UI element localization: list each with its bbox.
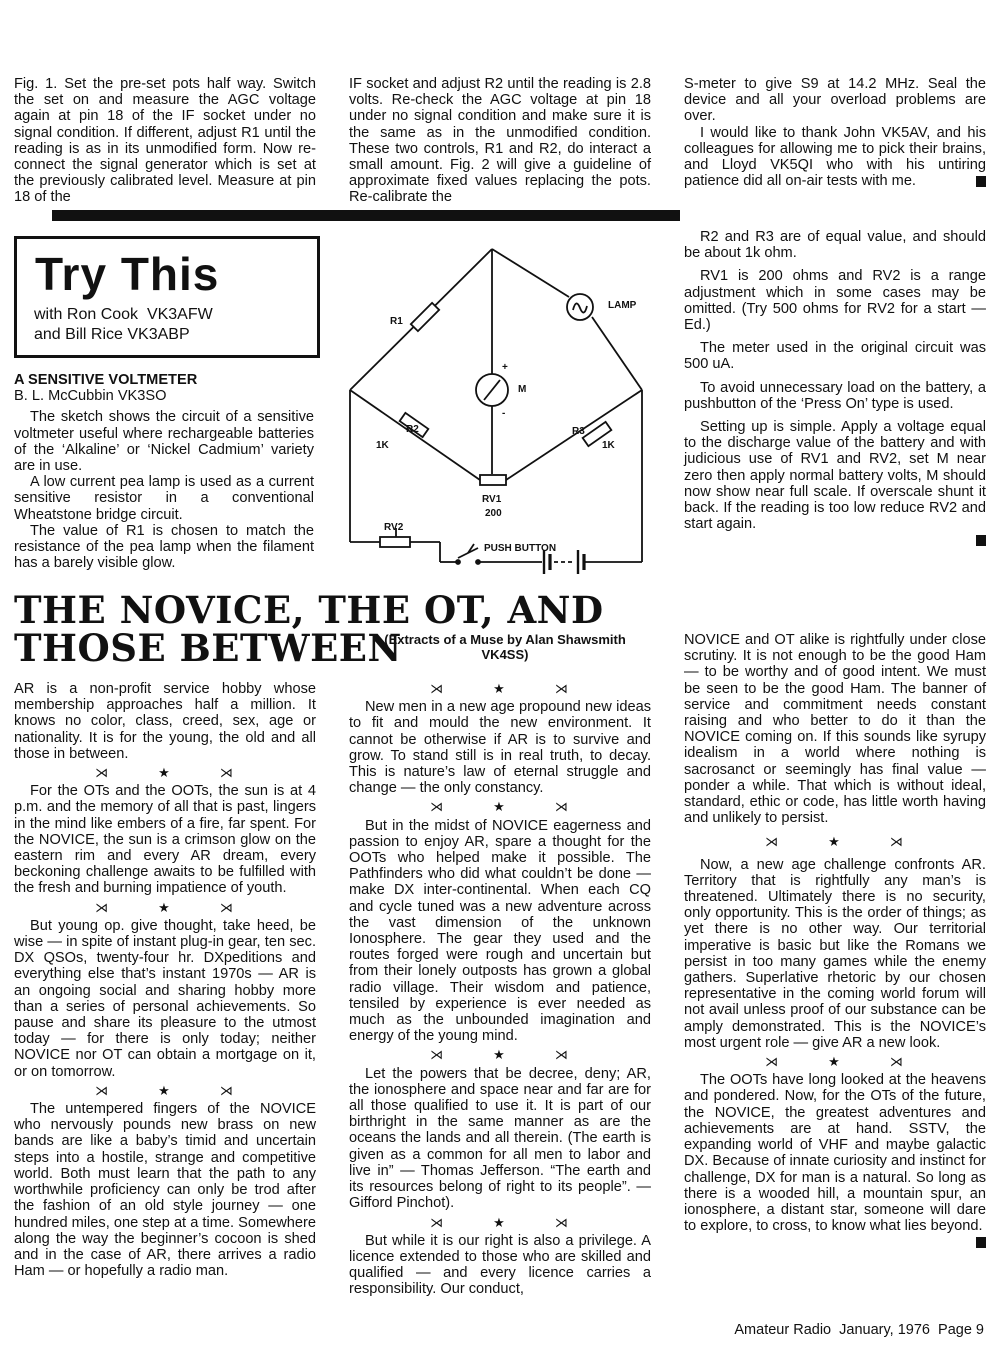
label-meter-minus: - (502, 408, 506, 419)
top-col3-para-2-text: I would like to thank John VK5AV, and his colleagues for allowing me to pick their brains, and Lloyd VK5QI who with his untiring patience did all on-air tests with me. (684, 124, 986, 190)
try-this-title: Try This (35, 248, 220, 300)
voltmeter-author: B. L. McCubbin VK3SO (14, 388, 167, 405)
novice-c1-para-4: The untempered fingers of the NOVICE who nervously pounds new brass on new bands are like a baby’s timid and uncertain steps into a hostile, strange and competitive world. Both must learn that the path to any worthwhile proficiency can only be trod after the fashion of an old style journey — one hundred miles, one step at a time. Somewhere along the way the beginner’s cocoon is shed and in the case of AR, there arrives a radio Ham — or hopefully a radio man. (14, 1101, 316, 1280)
wire-lamp-right (592, 317, 642, 390)
voltmeter-notes-column (684, 229, 986, 546)
novice-c2-para-3: Let the powers that be decree, deny; AR, the ionosphere and space near and far are for all those qualified to use it. It is part of our birthright in the same manner as are the oceans the lands and all therein. (The earth is given as a common for all men to labor and live in” — Thomas Jefferson. “The earth and its resources belong of right to its people”. — Gifford Pinchot). (349, 1065, 651, 1212)
wire-left-bottom (350, 390, 480, 480)
top-col3-para-2 (684, 125, 986, 190)
article-subhead: (Extracts of a Muse by Alan Shawsmith VK4SS) (384, 632, 626, 662)
label-rv1: RV1 (482, 494, 502, 505)
top-col3-para-1: S-meter to give S9 at 14.2 MHz. Seal the device and all your overload problems are over. (684, 76, 986, 125)
label-meter: M (518, 384, 527, 395)
end-mark (976, 176, 986, 187)
section-separator: ⋊ ★ ⋊ (765, 1054, 905, 1070)
section-separator: ⋊ ★ ⋊ (430, 1047, 570, 1063)
label-r2-value: 1K (376, 440, 389, 451)
potentiometer-rv2 (380, 537, 410, 547)
notes-para-3: The meter used in the original circuit was 500 uA. (684, 340, 986, 373)
try-this-byline (34, 305, 213, 345)
section-separator: ⋊ ★ ⋊ (95, 765, 235, 781)
novice-c2-para-1: New men in a new age propound new ideas to fit and mould the new environment. It cannot be otherwise if AR is to survive and grow. To stand still is in real truth, to decay. This is nature’s law of eternal struggle and change — the only constancy. (349, 699, 651, 797)
voltmeter-para-1: The sketch shows the circuit of a sensitive voltmeter useful where rechargeable batteries of the ‘Alkaline’ or ‘Nickel Cadmium’ variety are in use. (14, 409, 314, 475)
section-divider-rule (52, 210, 680, 221)
novice-c2-para-4: But while it is our right is also a privilege. A licence extended to those who are skilled and qualified — and every licence carries a responsibility. Our conduct, (349, 1232, 651, 1298)
resistor-r1 (411, 303, 439, 331)
novice-c1-para-3: But young op. give thought, take heed, be wise — in spite of instant plug-in gear, ten sec. DX QSOs, twenty-four hr. DXpeditions and everything else that’s instant 1970s — AR is an ongoing social and sharing hobby more than a series of personal achievements. So pause and share its pleasure to the utmost today — for there is only today; neither NOVICE nor OT can obtain a mortgage on it, or on tomorrow. (14, 917, 316, 1080)
label-lamp: LAMP (608, 300, 637, 311)
voltmeter-para-2: A low current pea lamp is used as a current sensitive resistor in a conventional Wheatstone bridge circuit. (14, 474, 314, 523)
novice-c3-para-2: Now, a new age challenge confronts AR. Territory that is rightfully any man’s is threatened. Ultimately there is no security, only opportunity. This is the order of things; as yet there is no other way. Our territorial imperative is basic but like the Romans we persist in too many games while the enemy gathers. Superlative rhetoric by our chosen representative in the coming world forum will not avail unless proof of our substance can be amply demonstrated. This is the NOVICE’s most urgent role — give AR a new look. (684, 856, 986, 1051)
section-separator: ⋊ ★ ⋊ (765, 834, 905, 850)
label-r3: R3 (572, 426, 585, 437)
notes-para-2: RV1 is 200 ohms and RV2 is a range adjustment which in some cases may be omitted. (Try 500 ohms for RV2 for a start — Ed.) (684, 268, 986, 334)
notes-para-1: R2 and R3 are of equal value, and should be about 1k ohm. (684, 229, 986, 262)
section-separator: ⋊ ★ ⋊ (95, 1082, 235, 1098)
end-mark (976, 1237, 986, 1248)
voltmeter-heading: A SENSITIVE VOLTMETER (14, 372, 198, 388)
top-col2-text: IF socket and adjust R2 until the reading is 2.8 volts. Re-check the AGC voltage at pin 18 under no signal condition and make sure it is the same as in the unmodified condition. These two controls, R1 and R2, do interact a small amount. Fig. 2 will give a guideline of approximate fixed values replacing the pots. Re-calibrate the (349, 76, 651, 206)
voltmeter-para-3: The value of R1 is chosen to match the resistance of the pea lamp when the filament has a barely visible glow. (14, 522, 314, 572)
label-rv1-value: 200 (485, 508, 502, 519)
page-footer: Amateur Radio January, 1976 Page 9 (734, 1322, 984, 1338)
label-rv2: RV2 (384, 522, 404, 533)
notes-para-4: To avoid unnecessary load on the battery, a pushbutton of the ‘Press On’ type is used. (684, 379, 986, 412)
label-r2: R2 (406, 424, 419, 435)
label-meter-plus: + (502, 362, 508, 373)
novice-column-1 (14, 681, 316, 1279)
potentiometer-rv1 (480, 475, 506, 485)
novice-column-2 (349, 678, 651, 1298)
top-column-3 (684, 76, 986, 189)
section-separator: ⋊ ★ ⋊ (95, 899, 235, 915)
top-col1-text: Fig. 1. Set the pre-set pots half way. Switch the set on and measure the AGC voltage again at pin 18 of the IF socket under no signal condition. If different, adjust R1 until the reading is as in its unmodified form. Now re-connect the signal generator which is set at the previously calibrated level. Measure at pin 18 of the (14, 76, 316, 206)
voltmeter-article (14, 372, 314, 571)
label-r3-value: 1K (602, 440, 615, 451)
article-headline-line-1: THE NOVICE, THE OT, AND (14, 588, 604, 632)
novice-c1-para-2: For the OTs and the OOTs, the sun is at 4 p.m. and the memory of all that is past, lingers in the mind like embers of a fire, far spent. For the NOVICE, the sun is a crimson glow on the eastern rim and every AR dream, every beckoning challenge awaits to be fulfilled with the fresh and burning impatience of youth. (14, 783, 316, 897)
section-separator: ⋊ ★ ⋊ (430, 1214, 570, 1230)
byline-line-1: with Ron Cook VK3AFW (34, 306, 213, 323)
notes-para-5: Setting up is simple. Apply a voltage equal to the discharge value of the battery and with judicious use of RV1 and RV2, set M near zero then apply normal battery volts, M should now show near full scale. If overscale shunt it back. If the reading is too low reduce RV2 and start again. (684, 419, 986, 533)
novice-c1-para-1: AR is a non-profit service hobby whose membership approaches half a million. It knows no color, class, creed, sex, age or nationality. It is for the young, the old and all those in between. (14, 681, 316, 762)
section-separator: ⋊ ★ ⋊ (430, 799, 570, 815)
label-r1: R1 (390, 316, 403, 327)
novice-c3-para-3: The OOTs have long looked at the heavens and pondered. Now, for the OTs of the future, the NOVICE, the greatest adventures and achievements are at hand. SSTV, the expanding world of VHF and maybe galactic DX. Because of innate curiosity and instinct for challenge, DX for man is a natural. So long as there is a wooded hill, a mountain spur, an ionosphere, a distant star, someone will dare to explore, to cross, to know what lies beyond. (684, 1072, 986, 1235)
novice-c2-para-2: But in the midst of NOVICE eagerness and passion to enjoy AR, spare a thought for the OOTs who helped make it possible. The Pathfinders who did what couldn’t be done — make DX inter-continental. When each CQ and cycle tuned was a new adventure across the vast dimension of the unknown Ionosphere. The gear they used and the routes forged were rough and uncertain but from their lonely outposts has grown a global radio village. Their wisdom and patience, tensiled by experience is ever needed as much as the unbounded imagination and energy of the young mind. (349, 817, 651, 1045)
try-this-box (14, 236, 320, 358)
section-separator: ⋊ ★ ⋊ (430, 681, 570, 696)
top-column-1 (14, 76, 316, 206)
top-column-2 (349, 76, 651, 206)
byline-line-2: and Bill Rice VK3ABP (34, 326, 190, 343)
label-push-button: PUSH BUTTON (484, 543, 557, 554)
article-headline-line-2: THOSE BETWEEN (14, 626, 402, 670)
novice-column-3 (684, 632, 986, 1248)
wire-top-right (492, 249, 569, 297)
voltmeter-circuit-diagram (330, 232, 674, 576)
novice-c3-para-1: NOVICE and OT alike is rightfully under close scrutiny. It is not enough to be the good Ham — to be worthy and of good intent. We must be seen to be the good Ham. The banner of service and commitment needs constant raising and who better to do it than the NOVICE coming on. If this sounds like syrupy idealism in a world where nothing is sacrosanct or seemingly has final value — ponder a while. That which is without ideal, standard, ethic or code, has little worth having and unlikely to persist. (684, 632, 986, 827)
end-mark (976, 535, 986, 546)
